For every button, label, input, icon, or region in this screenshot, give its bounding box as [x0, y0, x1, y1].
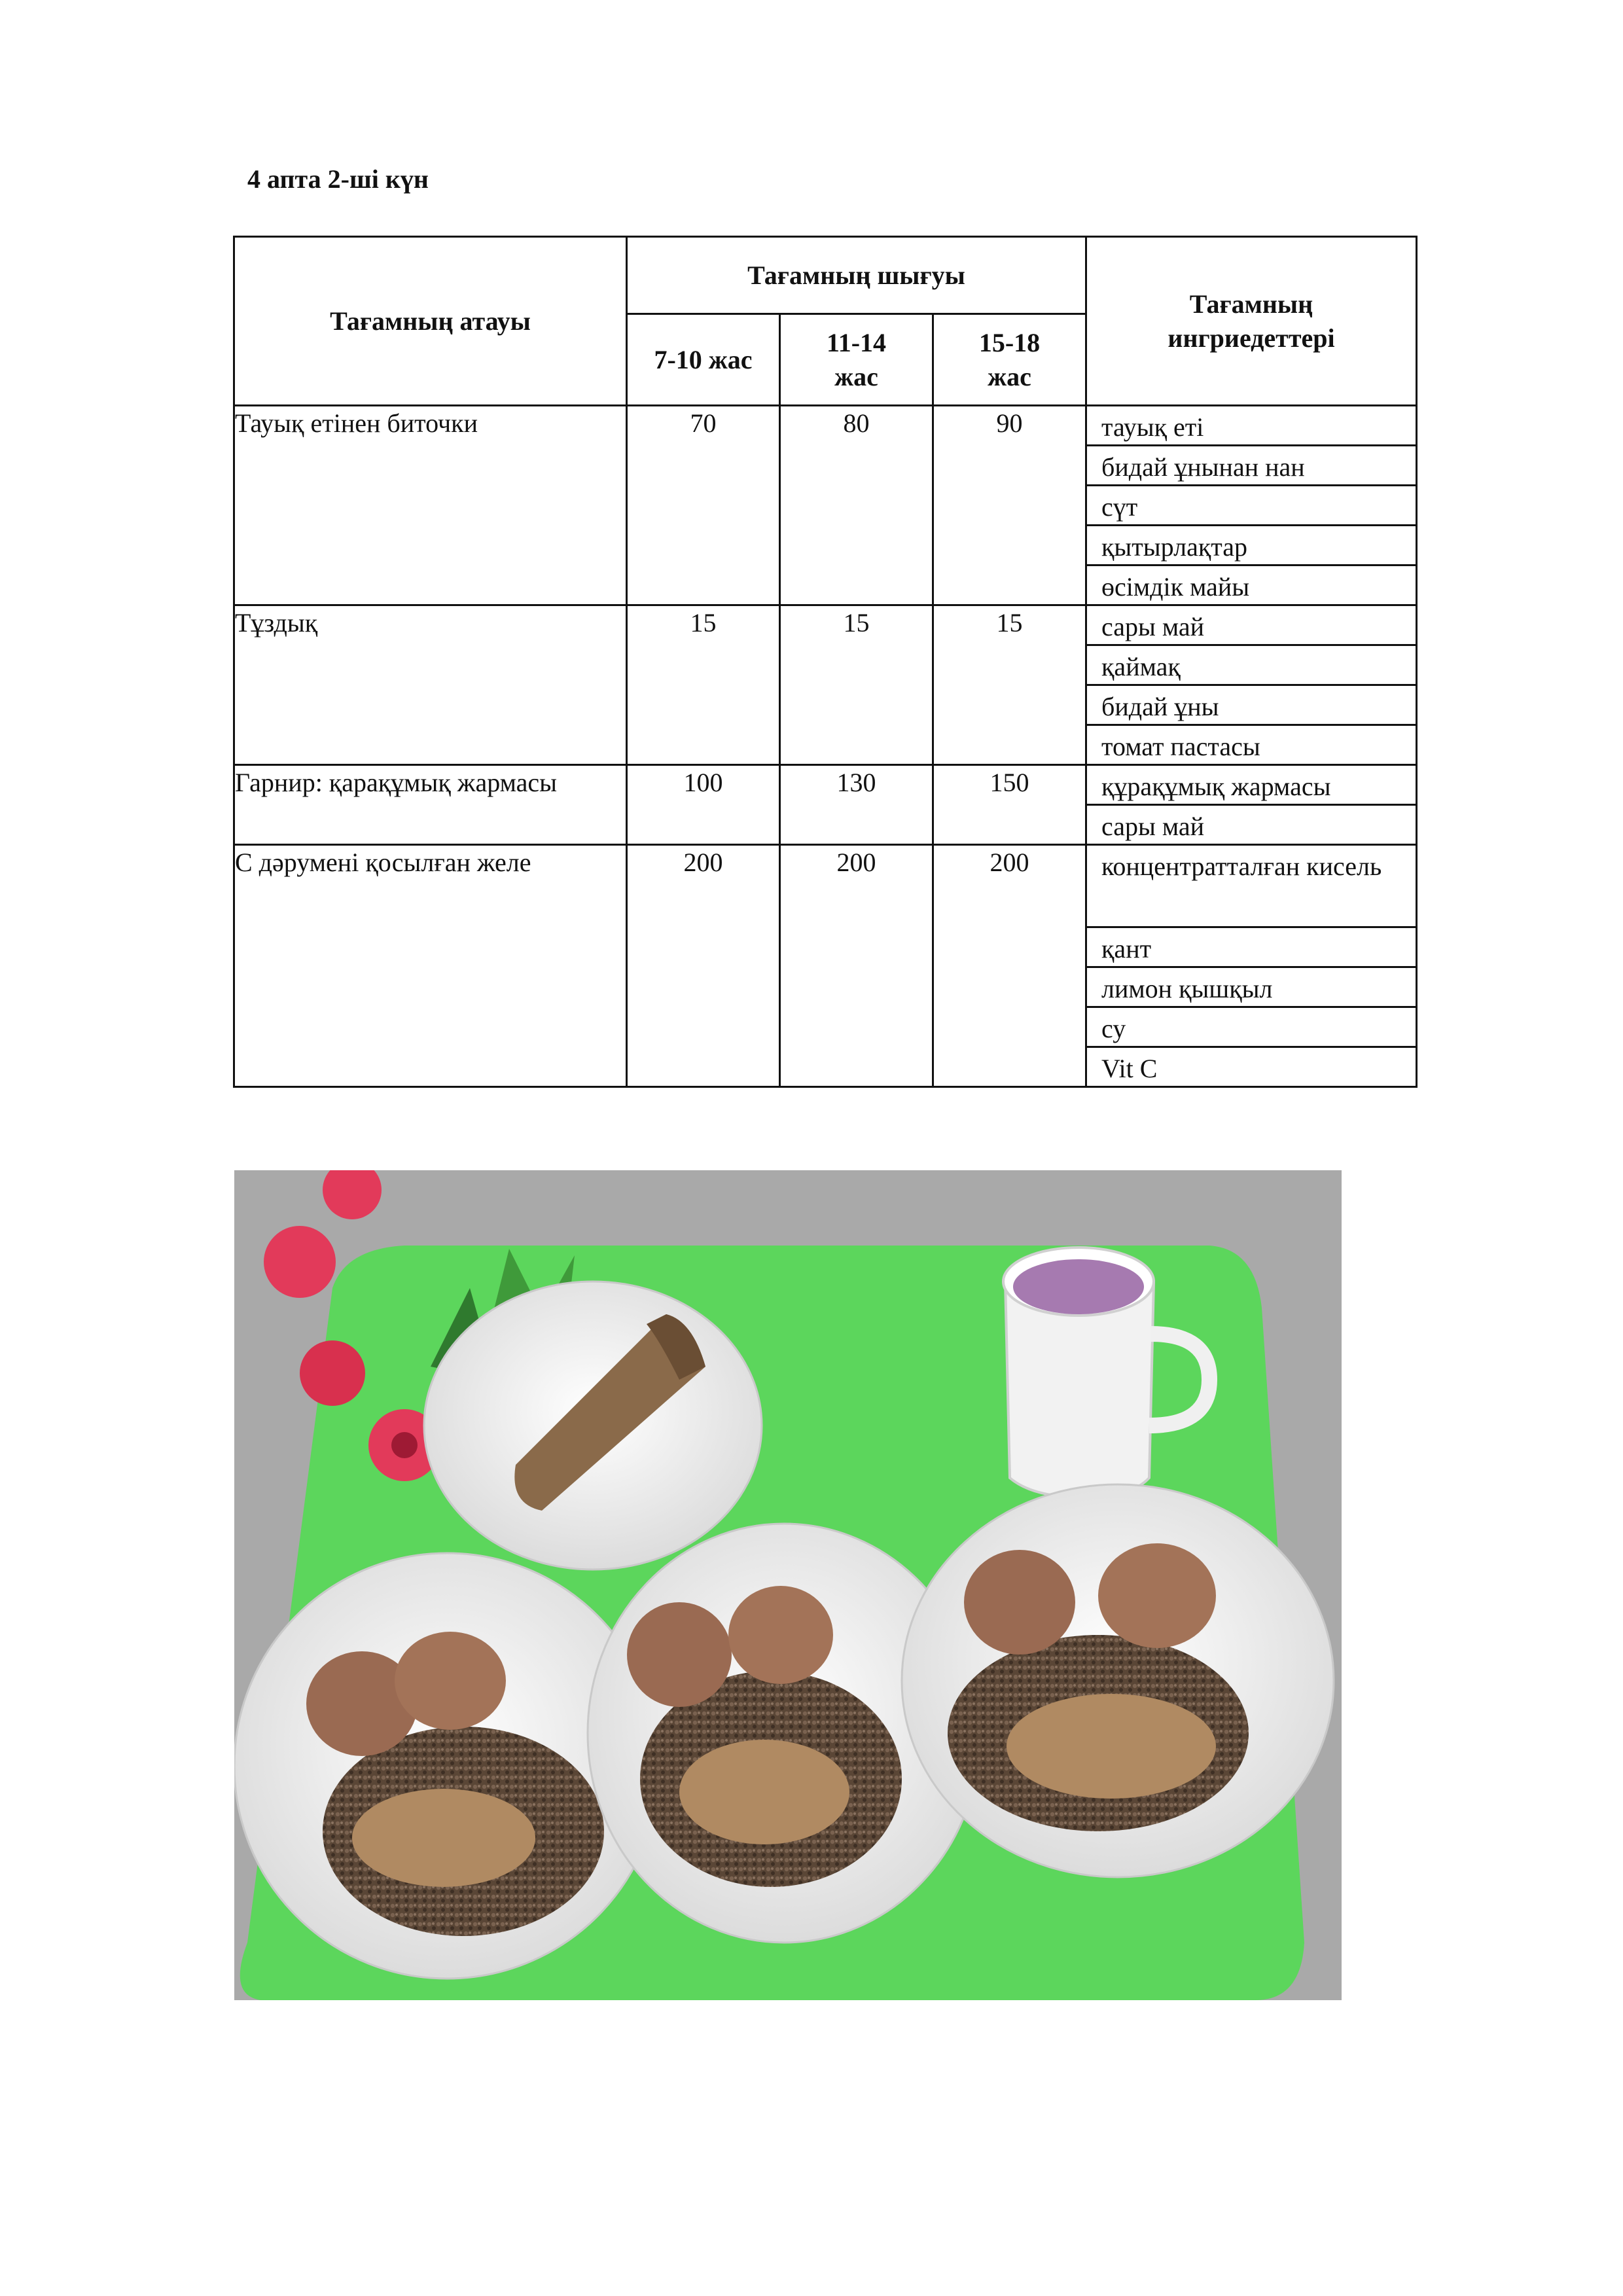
header-output: Тағамның шығуы — [627, 237, 1086, 314]
meal-photo-illustration — [234, 1170, 1342, 2000]
ingredients-list — [1087, 406, 1416, 604]
ingredients-list — [1087, 846, 1416, 1086]
ingredient-item: Vit C — [1101, 1054, 1158, 1083]
dish-row — [234, 605, 1417, 765]
dish-output-value: 15 — [933, 605, 1086, 765]
header-age-15-18-label: 15-18 жас — [978, 327, 1041, 391]
dish-row — [234, 845, 1417, 1087]
dish-output-value: 80 — [780, 406, 933, 605]
menu-table — [233, 236, 1418, 1088]
ingredients-list — [1087, 606, 1416, 764]
ingredient-item: сары май — [1101, 812, 1205, 841]
ingredient-item: сүт — [1087, 486, 1416, 526]
dish-output-value: 130 — [780, 765, 933, 845]
dish-row — [234, 765, 1417, 845]
ingredients-cell — [1086, 406, 1417, 605]
ingredient-item: қаймақ — [1087, 646, 1416, 686]
header-age-7-10: 7-10 жас — [627, 314, 780, 406]
header-dish-name: Тағамның атауы — [234, 237, 627, 406]
header-age-11-14 — [780, 314, 933, 406]
ingredients-cell — [1086, 765, 1417, 845]
dish-name: С дәрумені қосылған желе — [234, 845, 627, 1087]
dish-name: Тауық етінен биточки — [234, 406, 627, 605]
ingredients-list — [1087, 766, 1416, 844]
ingredient-item: су — [1087, 1008, 1416, 1048]
ingredient-item: қант — [1087, 928, 1416, 968]
ingredient-item: сары май — [1087, 606, 1416, 646]
dish-output-value: 200 — [933, 845, 1086, 1087]
ingredient-item: құрақұмық жармасы — [1087, 766, 1416, 806]
ingredient-item: қытырлақтар — [1087, 526, 1416, 566]
dish-output-value: 200 — [627, 845, 780, 1087]
ingredient-item: өсімдік майы — [1101, 572, 1250, 601]
dish-output-value: 15 — [780, 605, 933, 765]
ingredient-item: бидай ұнынан нан — [1087, 446, 1416, 486]
dish-output-value: 15 — [627, 605, 780, 765]
header-ingredients — [1086, 237, 1417, 406]
ingredient-item: лимон қышқыл — [1087, 968, 1416, 1008]
header-age-11-14-label: 11-14 жас — [826, 327, 887, 391]
header-age-15-18 — [933, 314, 1086, 406]
ingredient-item: концентратталған кисель — [1087, 846, 1416, 928]
ingredient-item: томат пастасы — [1101, 732, 1260, 761]
ingredients-cell — [1086, 845, 1417, 1087]
ingredient-item: бидай ұны — [1087, 686, 1416, 726]
ingredients-cell — [1086, 605, 1417, 765]
ingredient-item: тауық еті — [1087, 406, 1416, 446]
dish-output-value: 70 — [627, 406, 780, 605]
dish-output-value: 150 — [933, 765, 1086, 845]
meal-plate-right — [902, 1484, 1334, 1877]
bread-plate — [424, 1282, 762, 1570]
dish-name: Тұздық — [234, 605, 627, 765]
dish-output-value: 100 — [627, 765, 780, 845]
dish-row — [234, 406, 1417, 605]
dish-output-value: 90 — [933, 406, 1086, 605]
dish-name: Гарнир: қарақұмық жармасы — [234, 765, 627, 845]
meal-photo — [234, 1170, 1342, 2000]
header-ingredients-label: Тағамның ингриедеттері — [1168, 289, 1335, 353]
page-title: 4 апта 2-ші күн — [247, 164, 429, 194]
dish-output-value: 200 — [780, 845, 933, 1087]
